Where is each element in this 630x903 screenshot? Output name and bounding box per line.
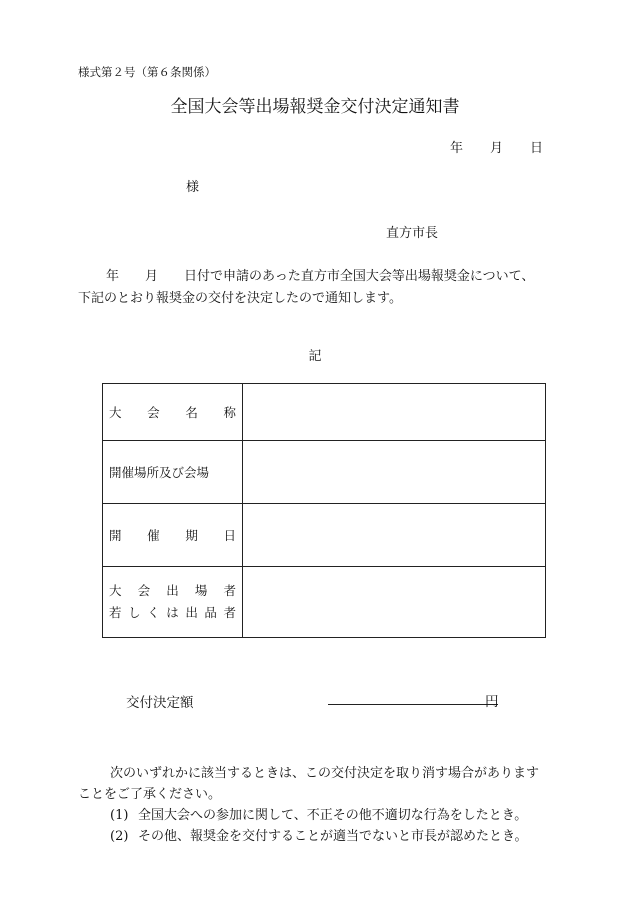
note-item xyxy=(110,825,527,844)
label-char: 開 xyxy=(109,528,122,543)
addressee-suffix: 様 xyxy=(186,180,200,195)
label-char: 出 xyxy=(185,605,198,620)
label-char: し xyxy=(128,605,141,620)
form-number: 様式第２号（第６条関係） xyxy=(78,65,216,79)
label-char: 者 xyxy=(223,583,236,598)
issuer-name: 直方市長 xyxy=(386,226,439,241)
period-field[interactable] xyxy=(243,504,546,567)
amount-underline[interactable] xyxy=(328,704,498,705)
date-day: 日 xyxy=(530,141,544,156)
body-month: 月 xyxy=(145,269,159,284)
body-year: 年 xyxy=(106,269,120,284)
participant-label xyxy=(103,567,243,638)
label-char: 日 xyxy=(223,528,236,543)
note-item-number: (2) xyxy=(110,829,129,844)
body-line-1 xyxy=(106,265,534,284)
table-row xyxy=(103,504,546,567)
document-title: 全国大会等出場報奨金交付決定通知書 xyxy=(170,97,460,117)
venue-label xyxy=(103,441,243,504)
note-item-text: その他、報奨金を交付することが適当でないと市長が認めたとき。 xyxy=(138,829,528,844)
label-char: く xyxy=(147,605,160,620)
label-char: 品 xyxy=(204,605,217,620)
label-char: 大 xyxy=(109,405,122,420)
event-name-label xyxy=(103,384,243,441)
label-char: 者 xyxy=(223,605,236,620)
venue-field[interactable] xyxy=(243,441,546,504)
date-year: 年 xyxy=(450,141,464,156)
participant-field[interactable] xyxy=(243,567,546,638)
note-item-text: 全国大会への参加に関して、不正その他不適切な行為をしたとき。 xyxy=(138,808,528,823)
note-line-2: ことをご了承ください。 xyxy=(78,787,222,802)
label-char: 会 xyxy=(147,405,160,420)
label-char: 大 xyxy=(109,583,122,598)
period-label xyxy=(103,504,243,567)
event-name-field[interactable] xyxy=(243,384,546,441)
table-row xyxy=(103,567,546,638)
note-item xyxy=(110,804,527,823)
label-char: 場 xyxy=(194,583,208,598)
note-item-number: (1) xyxy=(110,808,129,823)
details-table xyxy=(102,383,546,638)
ki-heading: 記 xyxy=(308,349,322,364)
table-row xyxy=(103,441,546,504)
label-char: 名 xyxy=(185,405,198,420)
label-char: 称 xyxy=(223,405,236,420)
body-line-2: 下記のとおり報奨金の交付を決定したので通知します。 xyxy=(78,291,402,306)
label-char: 催 xyxy=(147,528,160,543)
label-char: は xyxy=(166,605,179,620)
amount-unit: 円 xyxy=(485,694,499,710)
note-line-1: 次のいずれかに該当するときは、この交付決定を取り消す場合があります xyxy=(110,766,540,781)
venue-label-text: 開催場所及び会場 xyxy=(109,465,210,480)
date-month: 月 xyxy=(490,141,504,156)
body-line1-rest: 日付で申請のあった直方市全国大会等出場報奨金について、 xyxy=(184,269,535,284)
label-char: 若 xyxy=(109,605,122,620)
amount-label: 交付決定額 xyxy=(126,695,194,711)
label-char: 出 xyxy=(166,583,179,598)
table-row xyxy=(103,384,546,441)
label-char: 期 xyxy=(185,528,198,543)
label-char: 会 xyxy=(137,583,151,598)
